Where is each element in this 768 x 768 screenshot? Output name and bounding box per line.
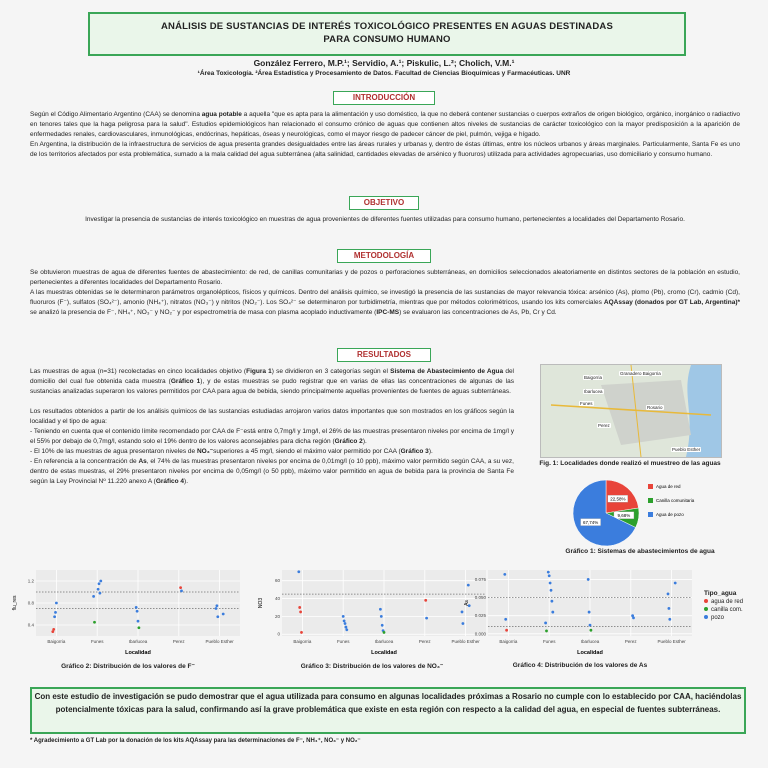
ytick-label-2: 1.2 (27, 578, 34, 584)
res-paragraph-3 (30, 427, 514, 447)
data-point (588, 611, 591, 614)
legend-label-2: pozo (711, 615, 725, 621)
g4-caption: Gráfico 4: Distribución de los valores de As (512, 662, 648, 669)
legend-label-0: agua de red (711, 599, 744, 605)
data-point (93, 621, 96, 624)
data-point (299, 611, 302, 614)
res-p1a: Las muestras de agua (n=31) recolectadas en cinco localidades objetivo ( (30, 368, 247, 375)
legend-item-0 (704, 599, 743, 605)
chart-legend (704, 590, 743, 621)
xtick-label-0: Baigorria (47, 639, 66, 644)
xtick-label-4: Pueblo Esther (205, 639, 234, 644)
xtick-label-2: Ibarlucea (580, 639, 600, 644)
res-p4b: NO₃⁻ (196, 448, 214, 455)
pie-legend-label-2: Agua de pozo (656, 512, 684, 517)
map-label-pueblo-esther: Pueblo Esther (672, 447, 701, 452)
pie-legend-label-0: Agua de red (656, 484, 681, 489)
res-p4a: - El 10% de las muestras de agua presentaron niveles de (30, 448, 197, 455)
xtick-label-1: Funes (542, 639, 556, 644)
data-point (54, 611, 57, 614)
data-point (590, 629, 593, 632)
nitrate-scatter-chart (256, 566, 494, 658)
title-line-2: PARA CONSUMO HUMANO (323, 34, 451, 45)
section-objetivo-heading: OBJETIVO (349, 196, 419, 210)
res-p1d: Sistema de Abastecimiento de Agua (390, 368, 504, 375)
data-point (425, 617, 428, 620)
ytick-label-1: 0.8 (27, 600, 34, 606)
map-drawing (541, 365, 721, 457)
g1-caption: Gráfico 1: Sistemas de abastecimientos de agua (565, 548, 715, 555)
ytick-label-3: 60 (274, 578, 280, 584)
data-point (298, 606, 301, 609)
data-point (548, 574, 551, 577)
res-p3a: - Teniendo en cuenta que el contenido límite recomendado por CAA de F⁻está entre 0,7mg/l y 1mg/l, el 26% de las muestras presentaron niveles por encima de 1mg/l y el 55% por debajo de 0,7mg/l, estando solo el 19% dentro de los valores aconsejables para dicha región ( (30, 428, 514, 445)
ytick-label-2: 0.050 (474, 595, 486, 601)
legend-item-1 (704, 607, 743, 613)
g2-caption: Gráfico 2: Distribución de los valores de F⁻ (61, 663, 195, 670)
data-point (551, 600, 554, 603)
data-point (667, 593, 670, 596)
data-point (216, 615, 219, 618)
res-paragraph-1 (30, 367, 514, 397)
data-point (92, 595, 95, 598)
map-label-perez: Perez (598, 423, 610, 428)
data-point (345, 626, 348, 629)
xtick-label-3: Perez (418, 639, 431, 644)
ytick-label-1: 20 (274, 613, 280, 619)
xtick-label-2: Ibarlucea (128, 639, 148, 644)
intro-paragraph-1 (30, 110, 740, 140)
pie-label-1: 9,68% (617, 513, 631, 519)
met-p2b: AQAssay (donados por GT Lab, Argentina)* (603, 299, 741, 306)
xtick-label-4: Pueblo Esther (657, 639, 686, 644)
x-axis-label: Localidad (577, 650, 603, 656)
data-point (589, 624, 592, 627)
xtick-label-1: Funes (90, 639, 104, 644)
res-p3c: ). (362, 438, 367, 445)
title-line-1: ANÁLISIS DE SUSTANCIAS DE INTERÉS TOXICOLÓGICO PRESENTES EN AGUAS DESTINADAS (160, 21, 614, 32)
data-point (135, 606, 138, 609)
data-point (343, 619, 346, 622)
data-point (52, 628, 55, 631)
data-point (379, 608, 382, 611)
authors: González Ferrero, M.P.¹; Servidio, A.¹; Piskulic, L.²; Cholich, V.M.¹ (253, 58, 515, 68)
xtick-label-0: Baigorria (499, 639, 518, 644)
data-point (98, 582, 101, 585)
data-point (380, 615, 383, 618)
metodologia-paragraph-2 (30, 288, 740, 318)
data-point (549, 582, 552, 585)
res-paragraph-5 (30, 457, 514, 487)
resultados-text (30, 367, 514, 487)
y-axis-label: flu_res (12, 595, 18, 611)
intro-text (30, 110, 740, 160)
xtick-label-3: Perez (624, 639, 637, 644)
river-shape (686, 365, 721, 457)
legend-label-1: canilla com. (711, 607, 743, 613)
data-point (138, 626, 141, 629)
map-label-baigorria: Baigorria (584, 375, 603, 380)
data-point (97, 588, 100, 591)
data-point (222, 613, 225, 616)
intro-p1b: agua potable (201, 111, 242, 118)
y-axis-label: As (464, 600, 470, 606)
data-point (53, 615, 56, 618)
pie-label-0: 22,58% (610, 496, 626, 502)
res-p1c: ) se dividieron en 3 categorías según el (271, 368, 391, 375)
metodologia-text (30, 268, 740, 318)
res-paragraph-4 (30, 447, 514, 457)
section-resultados-heading: RESULTADOS (337, 348, 431, 362)
pie-legend-swatch-2 (648, 512, 653, 517)
section-metodologia-heading: METODOLOGÍA (337, 249, 431, 263)
y-axis-label: NO3 (258, 597, 264, 609)
res-p1b: Figura 1 (246, 368, 272, 375)
data-point (547, 571, 550, 574)
res-p4d: Gráfico 3 (400, 448, 429, 455)
data-point (345, 628, 348, 631)
res-p1g: ), y de estas muestras se pudo registrar que en varias de ellas las concentraciones de algunas de las sustancias analizadas superaron los valores permitidos por CAA para agua de bebida, siendo principalmente aquellas provenientes de fuentes de aguas subterráneas. (30, 378, 514, 395)
ytick-label-3: 0.075 (474, 576, 486, 582)
pie-legend-swatch-0 (648, 484, 653, 489)
data-point (504, 618, 507, 621)
xtick-label-2: Ibarlucea (374, 639, 394, 644)
metodologia-paragraph-1: Se obtuvieron muestras de agua de diferentes fuentes de abastecimiento: de red, de canillas comunitarias y de pozos o perforaciones subterráneas, en domicilios seleccionados aleatoriamente en distintos sectores de la población en estudio, pertenecientes a diferentes localidades del Departamento Rosario. (30, 269, 740, 286)
intro-p1a: Según el Código Alimentario Argentino (CAA) se denomina (30, 111, 202, 118)
data-point (544, 622, 547, 625)
data-point (99, 580, 102, 583)
res-p5b: As (138, 458, 147, 465)
ytick-label-2: 40 (274, 596, 280, 602)
data-point (300, 631, 303, 634)
res-p4c: superiores a 45 mg/l, siendo el máximo valor permitido por CAA ( (213, 448, 401, 455)
met-p2d: IPC-MS (376, 309, 400, 316)
xtick-label-4: Pueblo Esther (451, 639, 480, 644)
res-p4e: ). (428, 448, 433, 455)
data-point (545, 630, 548, 633)
arsenic-scatter-chart (462, 566, 700, 658)
map-label-ibarlucea: Ibarlucea (584, 389, 603, 394)
data-point (505, 629, 508, 632)
pie-chart (570, 478, 740, 548)
legend-dot-0 (704, 599, 708, 603)
ytick-label-0: 0.000 (474, 631, 486, 637)
data-point (297, 570, 300, 573)
map-figure (540, 364, 722, 458)
legend-title: Tipo_agua (704, 590, 737, 597)
data-point (424, 599, 427, 602)
data-point (674, 582, 677, 585)
data-point (383, 631, 386, 634)
data-point (587, 578, 590, 581)
legend-item-2 (704, 615, 743, 621)
title-box (88, 12, 686, 56)
affiliations: ¹Área Toxicología. ²Área Estadística y Procesamiento de Datos. Facultad de Ciencias Bioquímicas y Farmacéuticas. UNR (197, 70, 571, 77)
pie-legend-swatch-1 (648, 498, 653, 503)
intro-p1c: a aquella "que es apta para la alimentación y uso doméstico, la que no deberá contener sustancias o cuerpos extraños de origen biológico, orgánico, inorgánico o radiactivo en tenores tales que la haga peligrosa para la salud". Estudios epidemiológicos han relacionado el consumo crónico de aguas que contienen altos niveles de sustancias de carácter toxicológico con la mayor predisposición a la aparición de enfermedades renales, cardiovasculares, inmunológicas, endócrinas, hepáticas, óseas y neurológicas, como el mayor riesgo de padecer cáncer de piel, pulmón, vejiga e hígado. (30, 111, 740, 138)
res-p5e: ). (184, 478, 189, 485)
conclusion-box: Con este estudio de investigación se pudo demostrar que el agua utilizada para consumo en algunas localidades próximas a Rosario no cumple con lo establecido por CAA, haciéndolas potencialmente tóxicas para la salud, confirmando así la grave problemática que existe en esta región con respecto a la calidad del agua, en especial de fuentes subterráneas. (30, 687, 746, 734)
data-point (216, 604, 219, 607)
data-point (55, 602, 58, 605)
data-point (632, 616, 635, 619)
data-point (551, 611, 554, 614)
ytick-label-1: 0.025 (474, 613, 486, 619)
res-p5d: Gráfico 4 (155, 478, 185, 485)
ytick-label-0: 0.4 (27, 622, 34, 628)
fig1-caption: Fig. 1: Localidades donde realizó el muestreo de las aguas (539, 460, 721, 467)
data-point (381, 624, 384, 627)
fluoride-scatter-chart (10, 566, 248, 658)
data-point (550, 589, 553, 592)
x-axis-label: Localidad (371, 650, 397, 656)
res-p3b: Gráfico 2 (334, 438, 363, 445)
g3-caption: Gráfico 3: Distribución de los valores de NO₃⁻ (300, 663, 444, 670)
pie-legend-label-1: Canilla comunitaria (656, 498, 695, 503)
map-label-rosario: Rosario (647, 405, 663, 410)
map-label-funes: Funes (580, 401, 593, 406)
pie-label-2: 67,74% (582, 520, 599, 526)
data-point (344, 622, 347, 625)
legend-items (704, 599, 743, 621)
map-label-granadero: Granadero Baigorria (620, 371, 661, 376)
res-p1e: del domicilio del cual fue obtenida cada muestra ( (30, 368, 515, 385)
acknowledgement: * Agradecimiento a GT Lab por la donación de los kits AQAssay para las determinaciones de F⁻, NH₄⁺, NO₃⁻ y NO₂⁻ (30, 738, 361, 744)
res-p5a: - En referencia a la concentración de (30, 458, 139, 465)
legend-dot-2 (704, 615, 708, 619)
res-p5c: , el 74% de las muestras presentaron niveles por encima de 0,01mg/l (o 10 ppb), máximo valor permitido según CAA, a su vez, dentro de estas muestras, el 29% presentaron niveles por encima de 0,05mg/l (o 50 ppb), máximo valor permitido en agua de bebida para la provincia de Santa Fe según la Ley Provincial Nº 11.220 anexo A ( (30, 458, 514, 485)
res-paragraph-2: Los resultados obtenidos a partir de los análisis químicos de las sustancias estudiadas arrojaron varios datos importantes que son mostrados en los gráficos según la localidad y el tipo de agua: (30, 408, 514, 425)
data-point (136, 610, 139, 613)
data-point (180, 590, 183, 593)
data-point (179, 586, 182, 589)
xtick-label-0: Baigorria (293, 639, 312, 644)
xtick-label-1: Funes (336, 639, 350, 644)
data-point (503, 573, 506, 576)
data-point (668, 607, 671, 610)
x-axis-label: Localidad (125, 650, 151, 656)
section-intro-heading: INTRODUCCIÓN (333, 91, 435, 105)
intro-paragraph-2: En Argentina, la distribución de la infraestructura de servicios de agua presenta grandes desigualdades entre las áreas rurales y urbanas y, dentro de éstas últimas, entre los núcleos urbanos y áreas marginales. Particularmente, Santa Fe es uno de los territorios afectados por esta problemática, sumado a la mala calidad del agua subterránea (alta salinidad, cantidades elevadas de arsénico y fluoruros) utilizada para actividades agropecuarias, uso domiciliario y consumo humano. (30, 141, 740, 158)
met-p2c: se analizó la presencia de F⁻, NH₄⁺, NO₃⁻ y NO₂⁻ y por espectrometría de masa con plasma acoplado inductivamente ( (30, 309, 377, 316)
legend-dot-1 (704, 607, 708, 611)
xtick-label-3: Perez (172, 639, 185, 644)
data-point (215, 607, 218, 610)
objetivo-text: Investigar la presencia de sustancias de interés toxicológico en muestras de agua provenientes de diferentes fuentes utilizadas para consumo humano, pertenecientes a localidades del Departamento Rosario. (85, 216, 685, 223)
met-p2a: A las muestras obtenidas se le determinaron parámetros organolépticos, físicos y químicos. Dentro del análisis químico, se investigó la presencia de las sustancias de mayor relevancia tóxica: arsénico (As), plomo (Pb), cromo (Cr), cadmio (Cd), fluoruros (F⁻), sulfatos (SO₄²⁻), amonio (NH₄⁺), nitratos (NO₃⁻) y nitritos (NO₂⁻). Los SO₄²⁻ se determinaron por turbidimetría, mientras que por métodos colorimétricos, usando los kits comerciales (30, 289, 740, 306)
data-point (137, 620, 140, 623)
ytick-label-0: 0 (277, 631, 280, 637)
data-point (668, 618, 671, 621)
met-p2e: ) se evaluaron las concentraciones de As, Pb, Cr y Cd. (399, 309, 557, 316)
res-p1f: Gráfico 1 (170, 378, 201, 385)
data-point (99, 592, 102, 595)
poster-title (90, 20, 684, 46)
data-point (342, 615, 345, 618)
